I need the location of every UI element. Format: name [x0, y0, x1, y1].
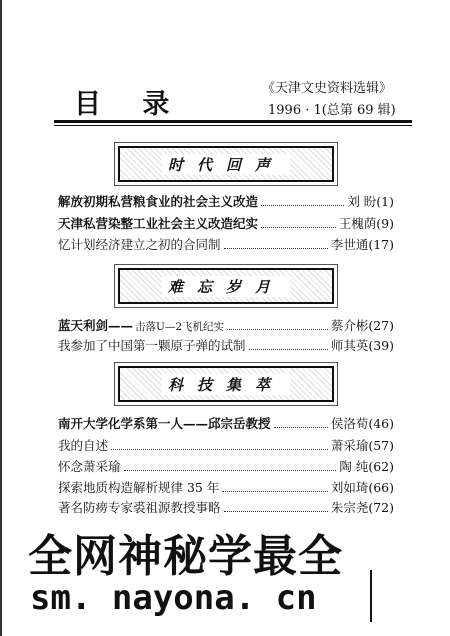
section-heading-3: 科技集萃	[162, 374, 290, 395]
entry-title: 解放初期私营粮食业的社会主义改造	[58, 194, 259, 209]
toc-entry	[58, 414, 394, 432]
entry-author-page: 师其英(39)	[330, 338, 394, 353]
leader-dots	[261, 227, 336, 228]
entry-author-page: 王槐荫(9)	[338, 216, 394, 231]
entry-title: 蓝天利剑——	[58, 318, 134, 333]
entry-title: 忆计划经济建立之初的合同制	[58, 237, 221, 252]
entry-title: 我参加了中国第一颗原子弹的试制	[58, 338, 246, 353]
toc-entry	[58, 192, 394, 210]
series-name: 《天津文史资料选辑》	[262, 81, 393, 96]
toc-entry	[58, 498, 394, 516]
toc-entry	[58, 316, 394, 334]
section-heading-1: 时代回声	[162, 154, 290, 175]
leader-dots	[224, 511, 328, 512]
watermark-line-1: 全网神秘学最全	[28, 531, 343, 582]
section-heading-2: 难忘岁月	[162, 276, 290, 297]
leader-dots	[222, 491, 327, 492]
entry-author-page: 朱宗尧(72)	[330, 500, 394, 515]
toc-title: 目 录	[74, 89, 186, 120]
entry-author-page: 陶 纯(62)	[339, 459, 394, 474]
leader-dots	[274, 427, 328, 428]
entry-author-page: 侯洛荀(46)	[330, 416, 394, 431]
page-edge	[0, 0, 2, 636]
watermark-line-2: sm. nayona. cn	[30, 578, 317, 618]
section-banner-2	[118, 268, 334, 304]
toc-entry	[58, 478, 394, 496]
section-banner-1	[118, 146, 334, 182]
entry-author-page: 刘 盼(1)	[347, 194, 394, 209]
entry-author-page: 刘如琦(66)	[330, 480, 394, 495]
entry-author-page: 李世通(17)	[330, 237, 394, 252]
entry-subtitle: 击落U—2飞机纪实	[135, 321, 225, 333]
entry-author-page: 萧采瑜(57)	[330, 438, 394, 453]
toc-entry	[58, 436, 394, 454]
leader-dots	[227, 329, 328, 330]
header-rule-thick	[54, 120, 412, 123]
toc-entry	[58, 336, 394, 354]
toc-entry	[58, 214, 394, 232]
leader-dots	[124, 470, 337, 471]
entry-title: 我的自述	[58, 438, 109, 453]
leader-dots	[111, 449, 328, 450]
entry-title: 著名防痨专家裘祖源教授事略	[58, 500, 221, 515]
entry-title: 南开大学化学系第一人——邱宗岳教授	[58, 416, 271, 431]
text-cursor	[370, 570, 372, 622]
toc-entry	[58, 235, 394, 253]
leader-dots	[224, 248, 328, 249]
section-banner-3	[118, 366, 334, 402]
toc-entry	[58, 457, 394, 475]
entry-title: 怀念萧采瑜	[58, 459, 121, 474]
leader-dots	[261, 205, 344, 206]
entry-author-page: 蔡介彬(27)	[330, 318, 394, 333]
leader-dots	[249, 349, 328, 350]
issue-number: 1996 · 1(总第 69 辑)	[268, 103, 396, 118]
header-rule-thin	[54, 125, 412, 126]
entry-title: 探索地质构造解析规律 35 年	[58, 480, 220, 495]
entry-title: 天津私营染整工业社会主义改造纪实	[58, 216, 259, 231]
